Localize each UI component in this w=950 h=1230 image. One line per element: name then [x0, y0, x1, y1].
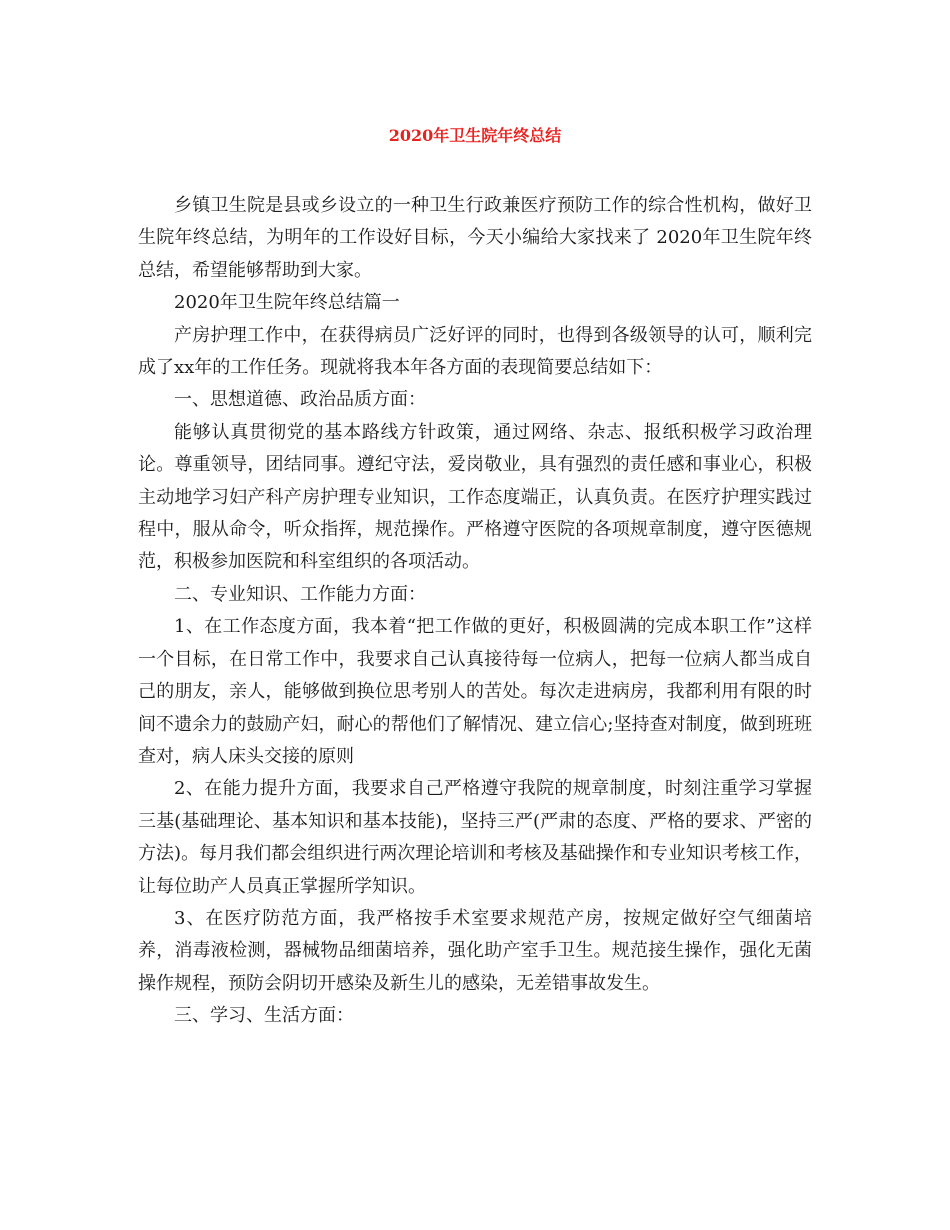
paragraph-section-heading: 2020年卫生院年终总结篇一: [174, 292, 400, 314]
document-body: [138, 190, 812, 1033]
paragraph-heading-3: 三、学习、生活方面：: [174, 1005, 354, 1027]
paragraph-item-3: 3、在医疗防范方面，我严格按手术室要求规范产房，按规定做好空气细菌培养，消毒液检测，器械物品细菌培养，强化助产室手卫生。规范接生操作，强化无菌操作规程，预防会阴切开感染及新生儿的感染，无差错事故发生。: [138, 907, 812, 994]
paragraph-heading-1: 一、思想道德、政治品质方面：: [174, 389, 426, 411]
paragraph-overview: 产房护理工作中，在获得病员广泛好评的同时，也得到各级领导的认可，顺利完成了xx年的工作任务。现就将我本年各方面的表现简要总结如下：: [138, 324, 812, 379]
paragraph-item-1: 1、在工作态度方面，我本着“把工作做的更好，积极圆满的完成本职工作”这样一个目标，在日常工作中，我要求自己认真接待每一位病人，把每一位病人都当成自己的朋友，亲人，能够做到换位思考别人的苦处。每次走进病房，我都利用有限的时间不遗余力的鼓励产妇，耐心的帮他们了解情况、建立信心;坚持查对制度，做到班班查对，病人床头交接的原则: [138, 616, 812, 767]
document-title: 2020年卫生院年终总结: [388, 126, 562, 145]
paragraph-ideology: 能够认真贯彻党的基本路线方针政策，通过网络、杂志、报纸积极学习政治理论。尊重领导，团结同事。遵纪守法，爱岗敬业，具有强烈的责任感和事业心，积极主动地学习妇产科产房护理专业知识，工作态度端正，认真负责。在医疗护理实践过程中，服从命令，听众指挥，规范操作。严格遵守医院的各项规章制度，遵守医德规范，积极参加医院和科室组织的各项活动。: [138, 421, 812, 573]
paragraph-heading-2: 二、专业知识、工作能力方面：: [174, 583, 426, 605]
paragraph-item-2: 2、在能力提升方面，我要求自己严格遵守我院的规章制度，时刻注重学习掌握三基(基础理论、基本知识和基本技能)，坚持三严(严肃的态度、严格的要求、严密的方法)。每月我们都会组织进行两次理论培训和考核及基础操作和专业知识考核工作，让每位助产人员真正掌握所学知识。: [138, 778, 812, 897]
paragraph-intro: 乡镇卫生院是县或乡设立的一种卫生行政兼医疗预防工作的综合性机构，做好卫生院年终总结，为明年的工作设好目标，今天小编给大家找来了 2020年卫生院年终总结，希望能够帮助到大家。: [138, 195, 812, 281]
